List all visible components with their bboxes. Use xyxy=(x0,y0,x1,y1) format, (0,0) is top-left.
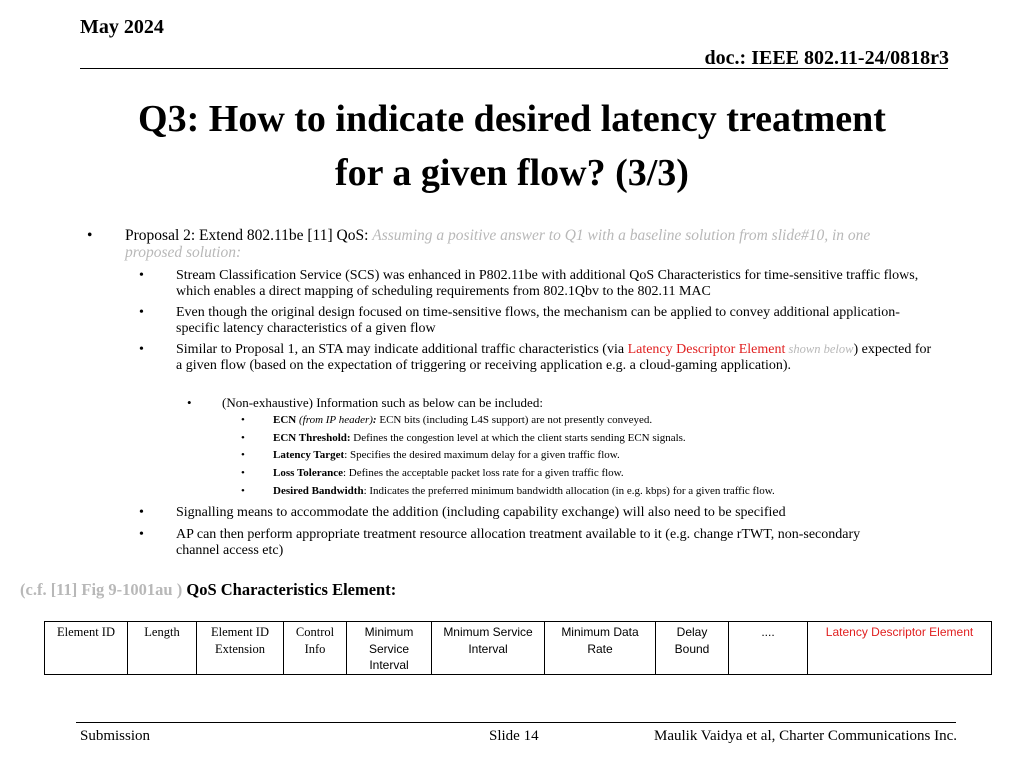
bullet-marker: • xyxy=(241,414,245,426)
bullet-signalling: Signalling means to accommodate the addition (including capability exchange) will also need to be specified xyxy=(176,505,786,520)
bullet-similar xyxy=(176,342,932,373)
header-date: May 2024 xyxy=(80,16,164,38)
table-cell: Element ID xyxy=(45,622,128,675)
bullet-marker: • xyxy=(139,342,144,357)
bullet-marker: • xyxy=(241,467,245,479)
table-cell: Element ID Extension xyxy=(197,622,284,675)
bullet-scs: Stream Classification Service (SCS) was enhanced in P802.11be with additional QoS Characteristics for time-sensitive traffic flows, which enables a direct mapping of scheduling requirements from 802.1Qbv to the 802.11 MAC xyxy=(176,268,919,299)
item-text: ECN bits (including L4S support) are not presently conveyed. xyxy=(376,414,653,426)
item-term: ECN xyxy=(273,414,297,426)
bullet-marker: • xyxy=(241,432,245,444)
item-term: Latency Target xyxy=(273,449,345,461)
header-doc-id: doc.: IEEE 802.11-24/0818r3 xyxy=(704,47,949,69)
item-term: ECN Threshold: xyxy=(273,432,351,444)
item-text: : Defines the acceptable packet loss rate for a given traffic flow. xyxy=(342,467,624,479)
item-qualifier: (from IP header) xyxy=(296,414,373,426)
figure-caption: QoS Characteristics Element: xyxy=(186,580,397,599)
latency-descriptor-ref: Latency Descriptor Element xyxy=(627,342,786,357)
qos-characteristics-table xyxy=(44,621,992,675)
info-item-latency-target xyxy=(273,449,953,462)
table-cell: .... xyxy=(729,622,808,675)
item-term: Desired Bandwidth xyxy=(273,485,364,497)
figure-reference xyxy=(20,580,396,600)
table-cell: Length xyxy=(128,622,197,675)
table-cell: Mnimum Service Interval xyxy=(432,622,545,675)
similar-pre: Similar to Proposal 1, an STA may indicate additional traffic characteristics (via xyxy=(176,342,628,357)
table-cell: Minimum Service Interval xyxy=(347,622,432,675)
item-colon: : xyxy=(372,414,377,426)
figure-citation: (c.f. [11] Fig 9-1001au ) xyxy=(20,580,187,599)
info-item-loss-tolerance xyxy=(273,467,953,480)
table-row xyxy=(45,622,992,675)
table-cell: Delay Bound xyxy=(656,622,729,675)
similar-post: ) expected for a given flow (based on the expectation of triggering or receiving application e.g. a cloud-gaming application). xyxy=(176,342,932,373)
header-divider xyxy=(80,68,948,69)
footer-submission: Submission xyxy=(80,728,151,744)
table-cell-latency-descriptor: Latency Descriptor Element xyxy=(808,622,992,675)
info-item-ecn xyxy=(273,414,953,427)
bullet-marker: • xyxy=(139,505,144,520)
proposal-2-text: Proposal 2: Extend 802.11be [11] QoS: xyxy=(125,227,373,244)
bullet-proposal-2 xyxy=(125,227,915,261)
item-term: Loss Tolerance xyxy=(273,467,343,479)
bullet-marker: • xyxy=(139,527,144,542)
table-cell: Minimum Data Rate xyxy=(545,622,656,675)
bullet-marker: • xyxy=(139,305,144,320)
proposal-2-note: Assuming a positive answer to Q1 with a baseline solution from slide#10, in one proposed solution: xyxy=(125,227,871,261)
item-text: : Indicates the preferred minimum bandwidth allocation (in e.g. kbps) for a given traffic flow. xyxy=(363,485,775,497)
slide-title-line-1: Q3: How to indicate desired latency treatment xyxy=(138,98,886,140)
item-text: Defines the congestion level at which the client starts sending ECN signals. xyxy=(350,432,686,444)
footer-slide-number: Slide 14 xyxy=(489,728,539,744)
bullet-marker: • xyxy=(241,485,245,497)
info-item-ecn-threshold xyxy=(273,432,953,445)
bullet-marker: • xyxy=(87,227,93,244)
footer-authors: Maulik Vaidya et al, Charter Communications Inc. xyxy=(654,728,957,744)
info-item-desired-bandwidth xyxy=(273,485,953,498)
bullet-marker: • xyxy=(187,395,192,410)
table-cell: Control Info xyxy=(284,622,347,675)
bullet-ap-treatment: AP can then perform appropriate treatment resource allocation treatment available to it (e.g. change rTWT, non-secondary channel access etc) xyxy=(176,527,861,558)
bullet-marker: • xyxy=(139,268,144,283)
bullet-non-exhaustive: (Non-exhaustive) Information such as below can be included: xyxy=(222,395,543,410)
shown-below-note: shown below xyxy=(785,342,854,356)
slide-title-line-2: for a given flow? (3/3) xyxy=(335,152,689,194)
slide-title xyxy=(60,92,964,200)
footer-divider xyxy=(76,722,956,723)
bullet-design: Even though the original design focused on time-sensitive flows, the mechanism can be applied to convey additional application-specific latency characteristics of a given flow xyxy=(176,305,900,336)
item-text: : Specifies the desired maximum delay for a given traffic flow. xyxy=(344,449,620,461)
bullet-marker: • xyxy=(241,449,245,461)
